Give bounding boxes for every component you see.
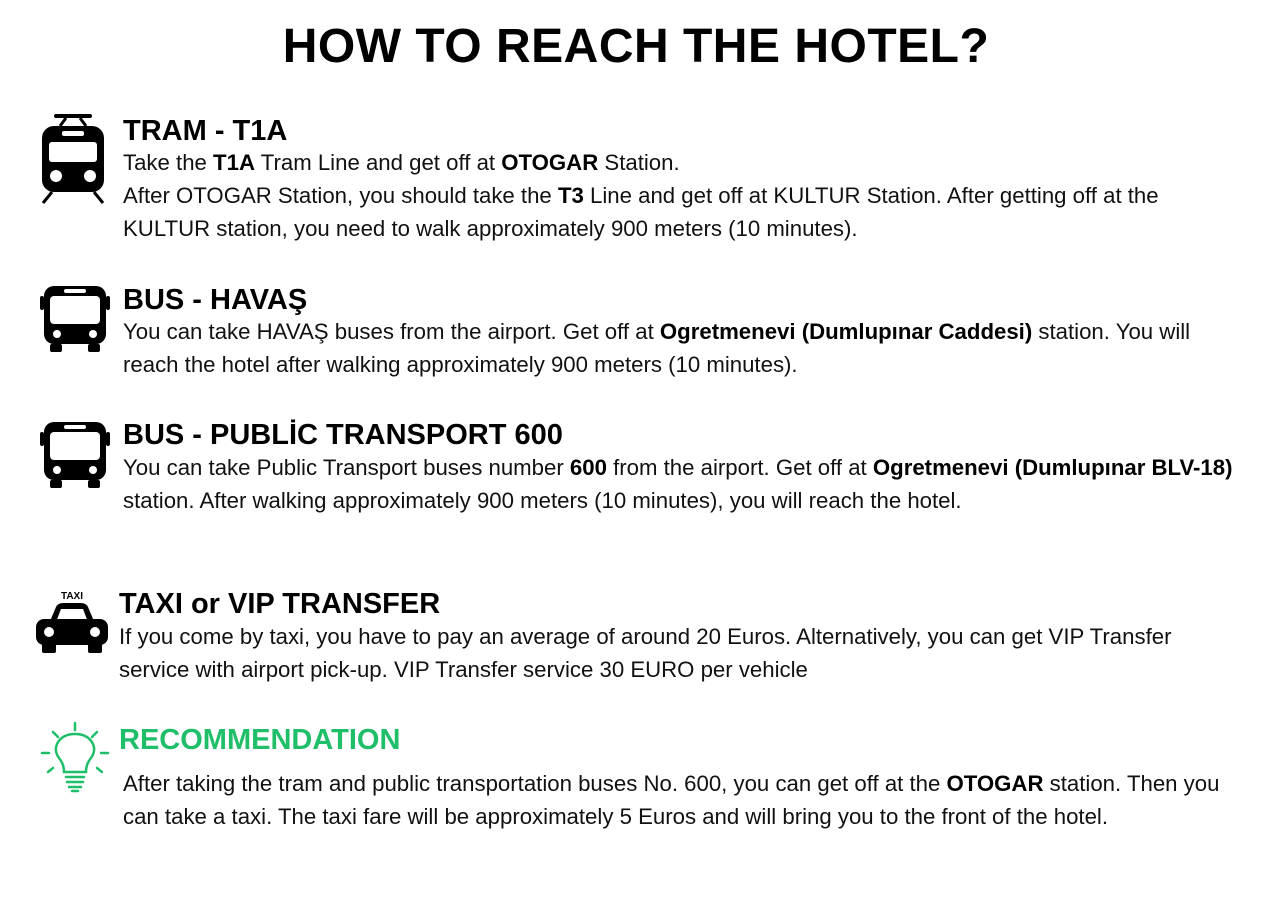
taxi-line-1 xyxy=(119,620,1239,686)
text-segment: After OTOGAR Station, you should take the xyxy=(123,183,558,208)
emphasis-text: OTOGAR xyxy=(946,771,1044,796)
text-segment: Line and get off at KULTUR Station. After getting off at the KULTUR station, you need to walk approximately 900 meters (10 minutes). xyxy=(123,183,1159,241)
text-segment: Station. xyxy=(598,150,680,175)
tram-title: TRAM - T1A xyxy=(123,115,288,147)
text-segment: If you come by taxi, you have to pay an average of around 20 Euros. Alternatively, you can get VIP Transfer service with airport pick-up. VIP Transfer service 30 EURO per vehicle xyxy=(119,624,1172,682)
bus-600-description xyxy=(123,451,1233,517)
text-segment: Take the xyxy=(123,150,214,175)
text-segment: from the airport. Get off at xyxy=(606,455,873,480)
taxi-description xyxy=(119,620,1239,686)
tram-icon xyxy=(40,112,106,206)
bus-havas-line-1 xyxy=(123,315,1233,381)
tram-line-1 xyxy=(123,146,1233,179)
text-segment: You can take HAVAŞ buses from the airport. Get off at xyxy=(123,319,660,344)
bus-600-title: BUS - PUBLİC TRANSPORT 600 xyxy=(123,419,563,451)
emphasis-text: Ogretmenevi (Dumlupınar BLV-18) xyxy=(872,455,1233,480)
recommendation-title: RECOMMENDATION xyxy=(119,724,401,756)
bus-icon xyxy=(40,284,110,354)
tram-line-2 xyxy=(123,179,1233,245)
emphasis-text: T3 xyxy=(557,183,584,208)
emphasis-text: 600 xyxy=(569,455,607,480)
text-segment: station. Then you can take a taxi. The taxi fare will be approximately 5 Euros and will bring you to the front of the hotel. xyxy=(123,771,1220,829)
tram-description xyxy=(123,146,1233,245)
text-segment: Tram Line and get off at xyxy=(254,150,502,175)
recommendation-line-1 xyxy=(123,767,1223,833)
taxi-sign-label: TAXI xyxy=(60,591,84,602)
emphasis-text: OTOGAR xyxy=(501,150,599,175)
bus-havas-description xyxy=(123,315,1233,381)
text-segment: station. After walking approximately 900 meters (10 minutes), you will reach the hotel. xyxy=(123,488,962,513)
emphasis-text: Ogretmenevi (Dumlupınar Caddesi) xyxy=(659,319,1033,344)
emphasis-text: T1A xyxy=(213,150,255,175)
bus-600-line-1 xyxy=(123,451,1233,517)
lightbulb-icon xyxy=(40,720,110,794)
page-title: HOW TO REACH THE HOTEL? xyxy=(282,20,990,73)
taxi-title: TAXI or VIP TRANSFER xyxy=(119,588,441,620)
taxi-icon xyxy=(34,588,110,656)
recommendation-description xyxy=(123,767,1223,833)
text-segment: You can take Public Transport buses number xyxy=(123,455,570,480)
bus-havas-title: BUS - HAVAŞ xyxy=(123,284,308,316)
text-segment: After taking the tram and public transportation buses No. 600, you can get off at the xyxy=(123,771,947,796)
bus-icon xyxy=(40,420,110,490)
text-segment: station. You will reach the hotel after walking approximately 900 meters (10 minutes). xyxy=(123,319,1191,377)
